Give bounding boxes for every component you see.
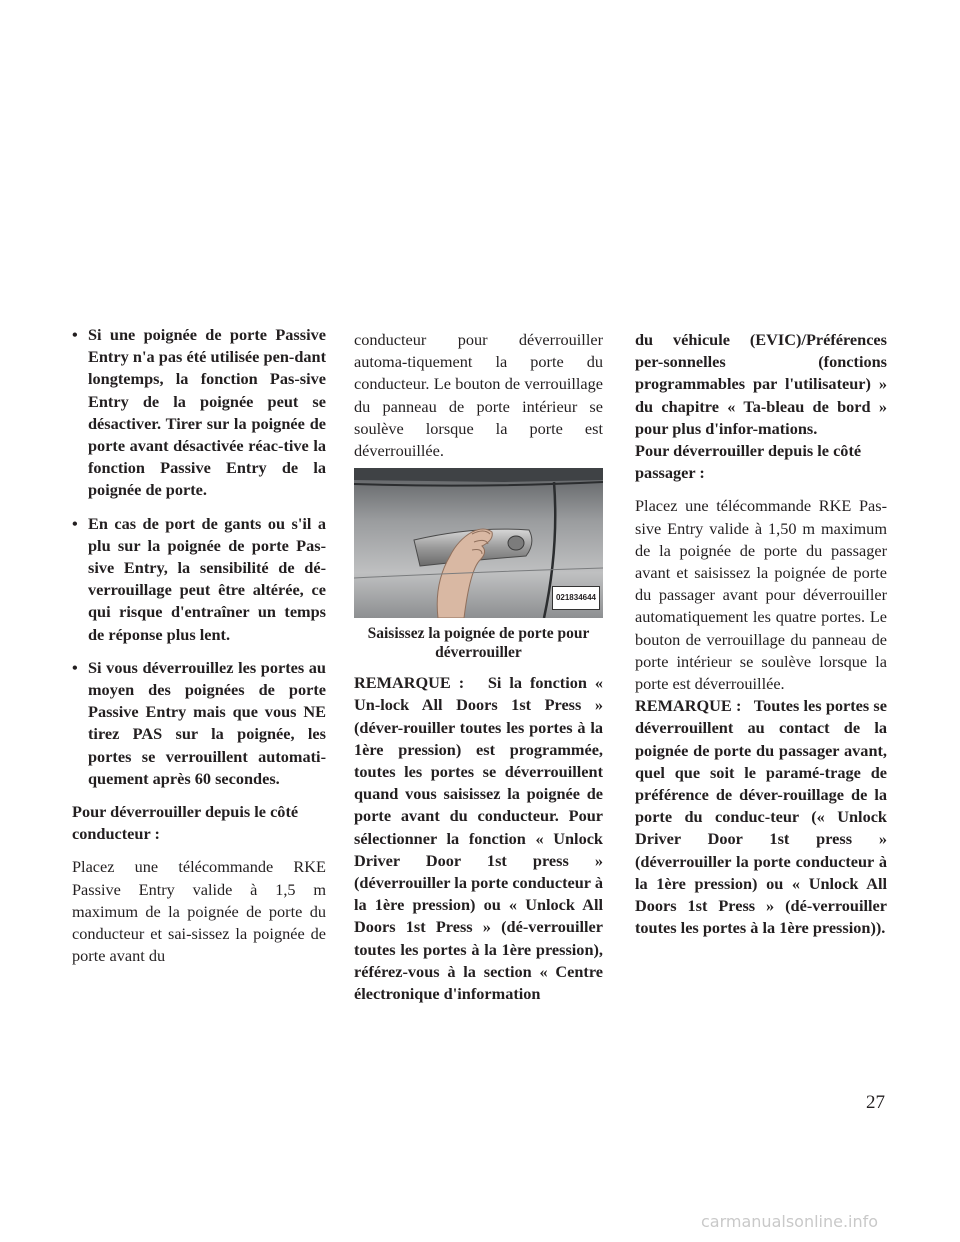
note-driver-continued: du véhicule (EVIC)/Préférences per-sonnelles (fonctions programmables par l'utilisateur) » du chapitre « Ta-bleau de bord » pour plus d'infor-mations. <box>635 330 887 438</box>
note-label: REMARQUE : <box>635 696 742 716</box>
list-item: • En cas de port de gants ou s'il a plu sur la poignée de porte Pas-sive Entry, la sensibilité de dé-verrouillage peut être altérée, ce qui risque d'entraîner un temps de réponse plus lent. <box>72 513 326 644</box>
note-label: REMARQUE : <box>354 673 465 693</box>
bullet-list <box>72 324 326 790</box>
section-heading-driver: Pour déverrouiller depuis le côté conducteur : <box>72 802 299 844</box>
note-driver <box>354 672 603 1005</box>
column-right <box>635 329 887 939</box>
figure-caption: Saisissez la poignée de porte pour déverrouiller <box>367 625 590 662</box>
column-middle <box>354 329 603 1005</box>
bullet-icon: • <box>72 513 78 533</box>
list-item: • Si une poignée de porte Passive Entry n'a pas été utilisée pen-dant longtemps, la fonction Pas-sive Entry de la poignée peut se désactiver. Tirer sur la poignée de porte avant désactivée réac-tive la fonction Passive Entry de la poignée de porte. <box>72 325 326 500</box>
paragraph-passenger: Placez une télécommande RKE Pas-sive Entry valide à 1,50 m maximum de la poignée de porte du passager avant et saisissez la poignée de porte du passager avant pour déverrouiller automatiquement les quatre portes. Le bouton de verrouillage du panneau de porte intérieur se soulève lorsque la porte est déverrouillée. <box>635 496 887 694</box>
bullet-icon: • <box>72 657 78 677</box>
paragraph-driver: Placez une télécommande RKE Passive Entry valide à 1,5 m maximum de la poignée de porte du conducteur et sai-sissez la poignée de porte avant du <box>72 857 326 966</box>
figure-code: 021834644 <box>552 586 600 610</box>
section-heading-passenger: Pour déverrouiller depuis le côté passager : <box>635 441 862 483</box>
paragraph-driver-continued: conducteur pour déverrouiller automa-tiquement la porte du conducteur. Le bouton de verrouillage du panneau de porte intérieur se soulève lorsque la porte est déverrouillée. <box>354 330 603 461</box>
page-number: 27 <box>866 1092 885 1113</box>
note-passenger <box>635 695 887 939</box>
bullet-icon: • <box>72 325 78 344</box>
note-text: Si la fonction « Un-lock All Doors 1st Press » (déver-rouiller toutes les portes à la 1ère pression) est programmée, toutes les portes se déverrouillent quand vous saisissez la poignée de porte avant du conducteur. Pour sélectionner la fonction « Unlock Driver Door 1st press » (déverrouiller la porte conducteur à la 1ère pression) ou « Unlock All Doors 1st Press » (dé-verrouiller toutes les portes à la 1ère pression), référez-vous à la section « Centre électronique d'information <box>354 673 603 1004</box>
footer-watermark: carmanualsonline.info <box>701 1212 879 1231</box>
note-text: Toutes les portes se déverrouillent au contact de la poignée de porte du passager avant, quel que soit le paramé-trage de préférence de déver-rouillage de la porte du conduc-teur (« Unlock Driver Door 1st press » (déverrouiller la porte conducteur à la 1ère pression) ou « Unlock All Doors 1st Press » (dé-verrouiller toutes les portes à la 1ère pression)). <box>635 696 887 938</box>
column-left <box>72 324 326 967</box>
list-item: • Si vous déverrouillez les portes au moyen des poignées de porte Passive Entry mais que vous NE tirez PAS sur la poignée, les portes se verrouillent automati-quement après 60 secondes. <box>72 657 326 788</box>
door-handle-figure <box>354 468 603 618</box>
